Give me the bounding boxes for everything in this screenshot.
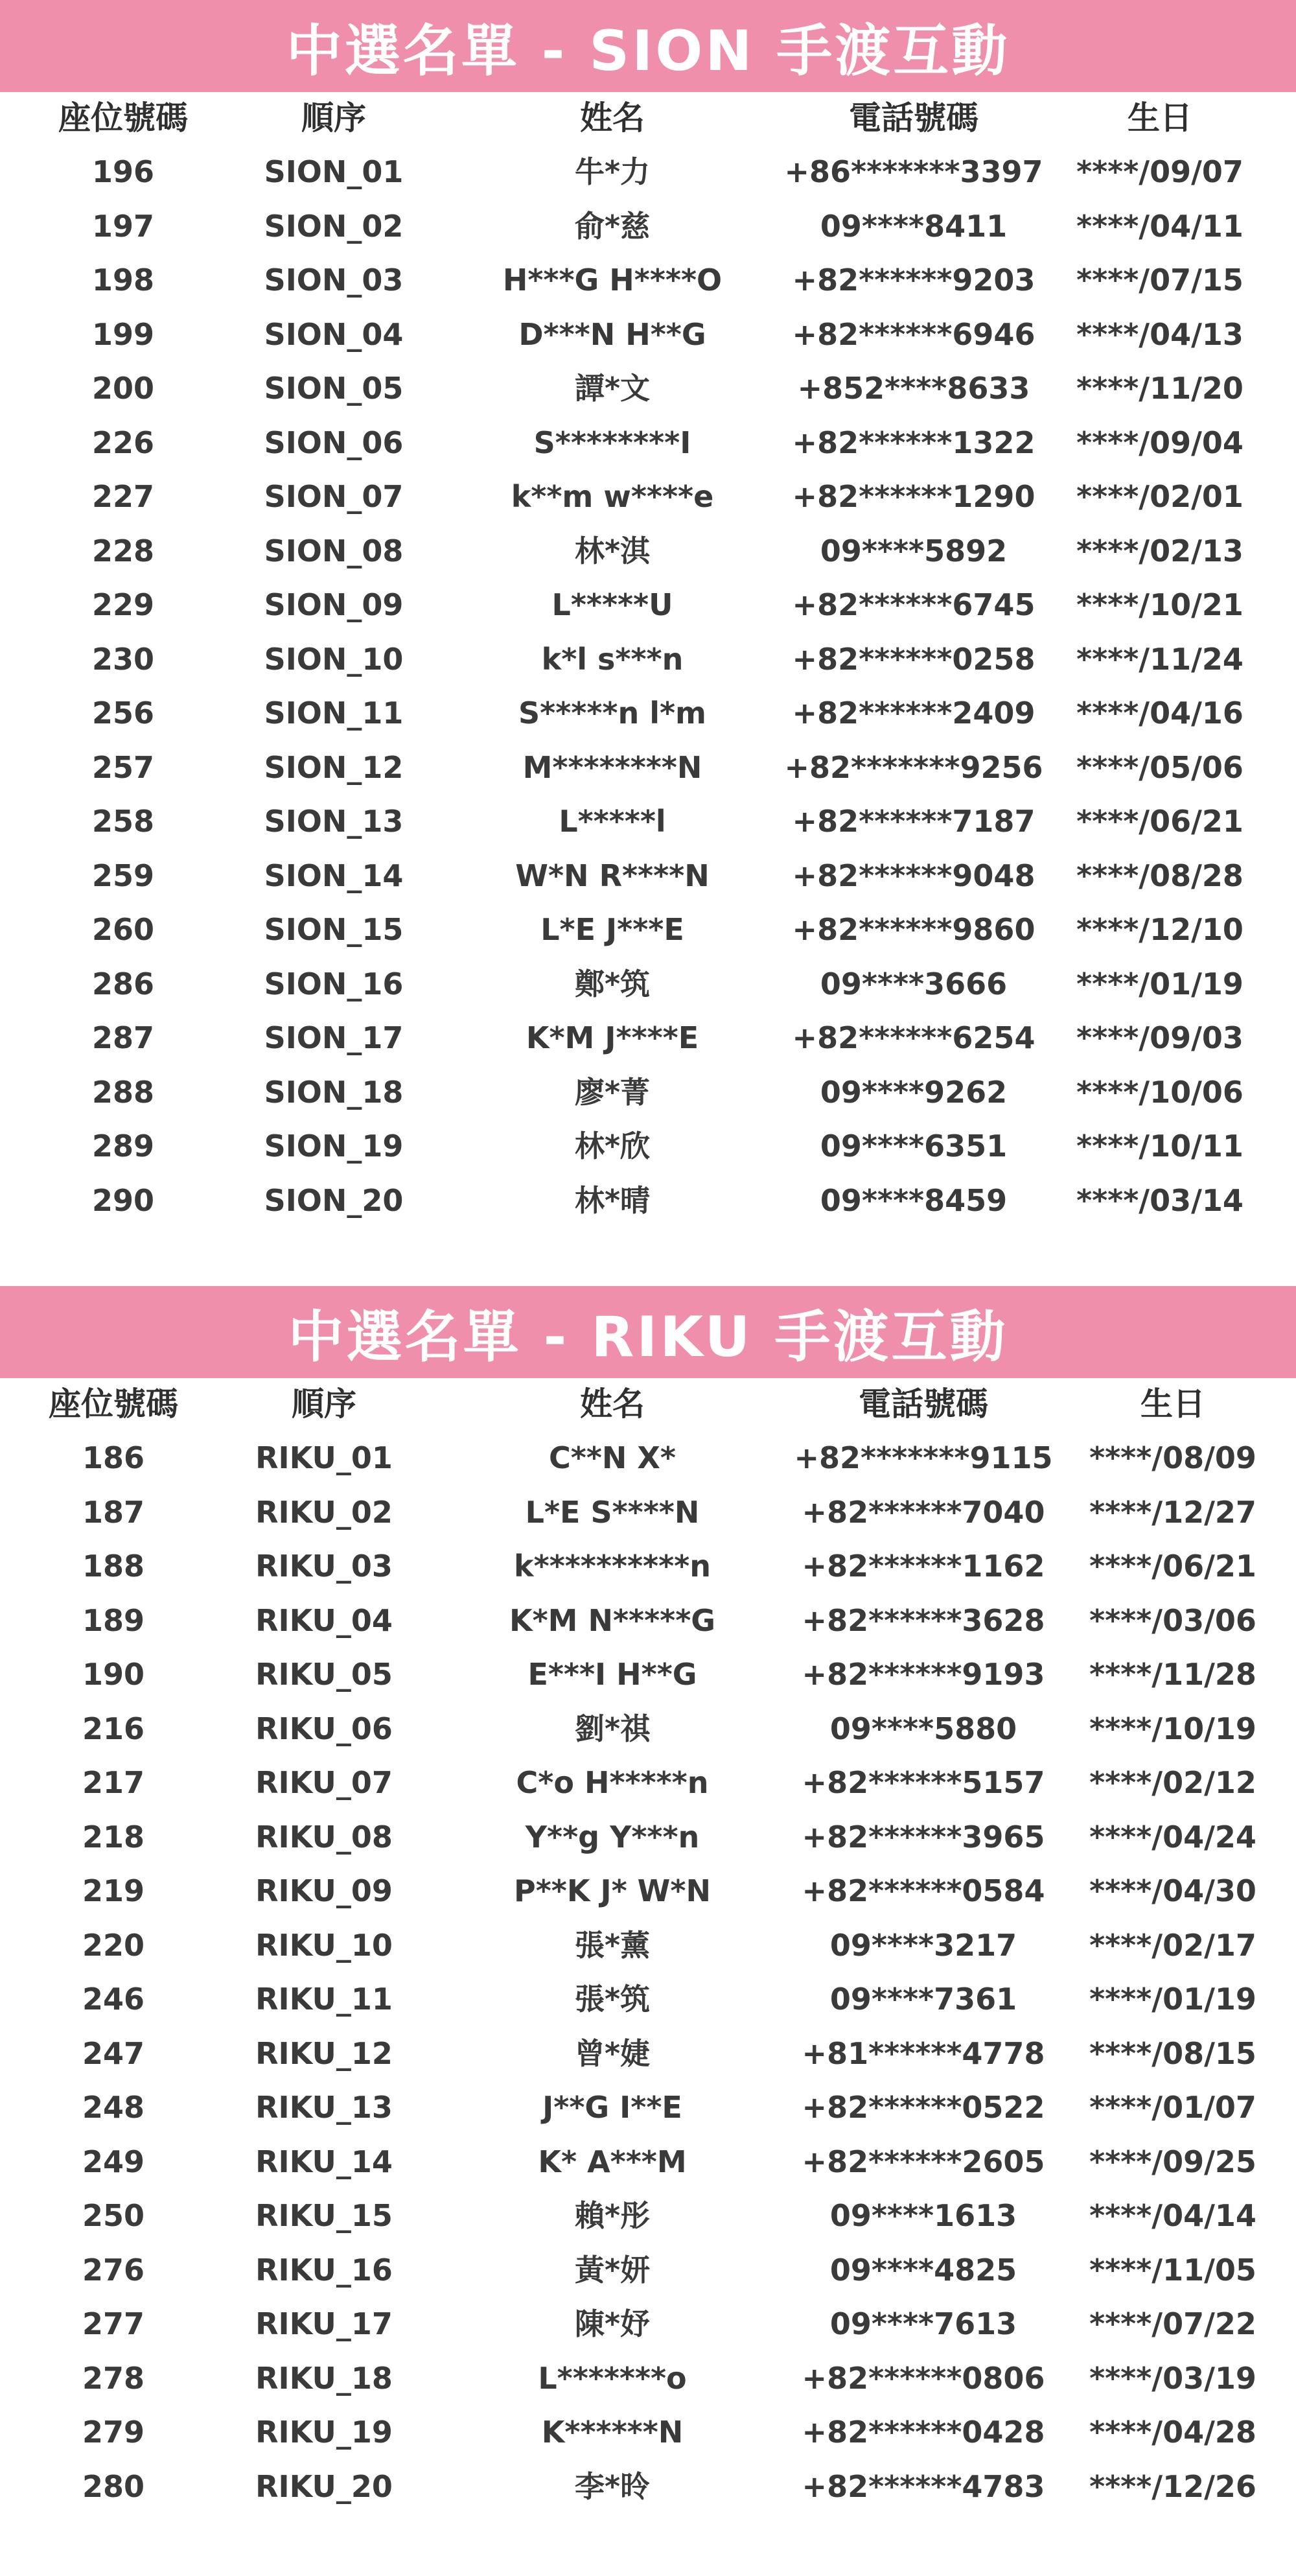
- cell-phone: +82******9203: [792, 263, 1036, 298]
- table-row: [0, 2351, 1296, 2406]
- table-row: [0, 1918, 1296, 1973]
- cell-name: E***I H**G: [527, 1657, 697, 1692]
- cell-birthday: ****/02/13: [1076, 533, 1244, 568]
- cell-order: SION_08: [264, 533, 404, 568]
- cell-order: SION_13: [264, 804, 404, 839]
- cell-phone: 09****5880: [829, 1711, 1017, 1746]
- table-row: [0, 469, 1296, 524]
- cell-phone: +82******9860: [792, 912, 1036, 947]
- header-order: 順序: [301, 99, 366, 137]
- cell-phone: +82******7040: [802, 1494, 1045, 1530]
- cell-birthday: ****/04/30: [1089, 1873, 1256, 1908]
- cell-order: RIKU_15: [255, 2198, 393, 2233]
- cell-order: RIKU_12: [255, 2035, 393, 2071]
- header-birthday: 生日: [1140, 1385, 1205, 1423]
- cell-order: RIKU_03: [255, 1549, 393, 1584]
- table-row: [0, 740, 1296, 795]
- cell-birthday: ****/03/14: [1076, 1182, 1244, 1218]
- cell-birthday: ****/04/14: [1089, 2198, 1256, 2233]
- cell-name: 鄭*筑: [574, 966, 651, 1001]
- cell-order: SION_06: [264, 425, 404, 460]
- cell-order: SION_02: [264, 208, 404, 244]
- cell-seat-number: 286: [91, 966, 155, 1001]
- table-row: [0, 902, 1296, 957]
- cell-name: 黃*妍: [574, 2252, 651, 2288]
- cell-phone: +82******2605: [802, 2144, 1045, 2179]
- cell-order: RIKU_17: [255, 2306, 393, 2341]
- cell-birthday: ****/12/27: [1089, 1494, 1256, 1530]
- cell-order: RIKU_11: [255, 1982, 393, 2017]
- header-birthday: 生日: [1128, 99, 1192, 137]
- cell-name: K*M N*****G: [509, 1602, 716, 1638]
- cell-order: SION_20: [264, 1182, 404, 1218]
- table-row: [0, 957, 1296, 1011]
- cell-phone: +82******7187: [792, 804, 1036, 839]
- table-row: [0, 2459, 1296, 2514]
- cell-phone: +82******5157: [802, 1765, 1045, 1800]
- header-name: 姓名: [580, 1385, 645, 1423]
- cell-phone: +82******6254: [792, 1020, 1036, 1055]
- cell-phone: +82******2409: [792, 696, 1036, 731]
- cell-seat-number: 216: [82, 1711, 145, 1746]
- cell-name: 牛*力: [574, 154, 651, 189]
- cell-birthday: ****/11/24: [1076, 641, 1244, 677]
- cell-birthday: ****/11/28: [1089, 1657, 1256, 1692]
- cell-seat-number: 230: [91, 641, 155, 677]
- cell-seat-number: 287: [91, 1020, 155, 1055]
- cell-phone: +82******6745: [792, 587, 1036, 622]
- cell-birthday: ****/04/16: [1076, 696, 1244, 731]
- table-row: [0, 1119, 1296, 1173]
- cell-order: RIKU_10: [255, 1927, 393, 1963]
- cell-name: Y**g Y***n: [525, 1819, 700, 1855]
- cell-birthday: ****/07/22: [1089, 2306, 1256, 2341]
- cell-seat-number: 279: [82, 2415, 145, 2450]
- cell-order: SION_11: [264, 696, 404, 731]
- cell-order: RIKU_08: [255, 1819, 393, 1855]
- cell-phone: +82*******9115: [794, 1440, 1053, 1475]
- cell-name: 張*薰: [574, 1927, 651, 1963]
- header-order: 順序: [292, 1385, 356, 1423]
- table-row: [0, 1485, 1296, 1540]
- cell-birthday: ****/03/06: [1089, 1602, 1256, 1638]
- cell-seat-number: 218: [82, 1819, 145, 1855]
- table-row: [0, 1431, 1296, 1485]
- cell-seat-number: 226: [91, 425, 155, 460]
- table-header-row: [0, 91, 1296, 145]
- header-seat-number: 座位號碼: [49, 1385, 178, 1423]
- cell-name: 李*昤: [574, 2468, 651, 2504]
- cell-phone: 09****6351: [820, 1129, 1008, 1164]
- cell-phone: 09****4825: [829, 2252, 1017, 2288]
- cell-order: SION_04: [264, 316, 404, 352]
- cell-name: k*l s***n: [541, 641, 684, 677]
- table-row: [0, 1065, 1296, 1119]
- table-row: [0, 253, 1296, 307]
- cell-name: 俞*慈: [574, 208, 651, 244]
- cell-name: D***N H**G: [518, 316, 706, 352]
- cell-name: M********N: [522, 749, 702, 785]
- cell-order: RIKU_04: [255, 1602, 393, 1638]
- cell-order: RIKU_09: [255, 1873, 393, 1908]
- cell-seat-number: 189: [82, 1602, 145, 1638]
- table-row: [0, 1593, 1296, 1648]
- cell-seat-number: 219: [82, 1873, 145, 1908]
- cell-name: 廖*菁: [574, 1074, 651, 1110]
- cell-birthday: ****/03/19: [1089, 2360, 1256, 2396]
- cell-seat-number: 256: [91, 696, 155, 731]
- cell-phone: 09****1613: [829, 2198, 1017, 2233]
- cell-seat-number: 228: [91, 533, 155, 568]
- cell-seat-number: 290: [91, 1182, 155, 1218]
- table-row: [0, 1755, 1296, 1810]
- table-row: [0, 2080, 1296, 2135]
- cell-phone: 09****7613: [829, 2306, 1017, 2341]
- cell-order: RIKU_01: [255, 1440, 393, 1475]
- cell-birthday: ****/10/11: [1076, 1129, 1244, 1164]
- cell-phone: +82******3965: [802, 1819, 1045, 1855]
- cell-order: SION_18: [264, 1074, 404, 1110]
- cell-seat-number: 257: [91, 749, 155, 785]
- cell-seat-number: 197: [91, 208, 155, 244]
- cell-seat-number: 190: [82, 1657, 145, 1692]
- cell-phone: +82******9193: [802, 1657, 1045, 1692]
- cell-birthday: ****/04/13: [1076, 316, 1244, 352]
- table-row: [0, 2135, 1296, 2189]
- cell-name: L*E S****N: [525, 1494, 700, 1530]
- cell-order: SION_01: [264, 154, 404, 189]
- table-row: [0, 794, 1296, 849]
- cell-order: RIKU_06: [255, 1711, 393, 1746]
- cell-name: 譚*文: [574, 371, 651, 406]
- cell-order: SION_12: [264, 749, 404, 785]
- cell-birthday: ****/12/10: [1076, 912, 1244, 947]
- cell-birthday: ****/10/21: [1076, 587, 1244, 622]
- cell-name: k**********n: [514, 1549, 711, 1584]
- table-row: [0, 2243, 1296, 2297]
- table-row: [0, 145, 1296, 199]
- cell-order: SION_17: [264, 1020, 404, 1055]
- cell-birthday: ****/01/19: [1076, 966, 1244, 1001]
- cell-order: RIKU_05: [255, 1657, 393, 1692]
- cell-seat-number: 220: [82, 1927, 145, 1963]
- cell-name: 林*晴: [574, 1182, 651, 1218]
- cell-seat-number: 247: [82, 2035, 145, 2071]
- cell-phone: +82*******9256: [784, 749, 1043, 785]
- cell-birthday: ****/11/05: [1089, 2252, 1256, 2288]
- cell-birthday: ****/01/19: [1089, 1982, 1256, 2017]
- cell-name: K******N: [541, 2415, 684, 2450]
- table-row: [0, 1702, 1296, 1756]
- cell-order: SION_07: [264, 479, 404, 514]
- cell-phone: +82******0428: [802, 2415, 1045, 2450]
- cell-name: K*M J****E: [526, 1020, 699, 1055]
- cell-birthday: ****/02/01: [1076, 479, 1244, 514]
- cell-name: 張*筑: [574, 1982, 651, 2017]
- cell-phone: +82******6946: [792, 316, 1036, 352]
- cell-phone: 09****3217: [829, 1927, 1017, 1963]
- cell-birthday: ****/12/26: [1089, 2468, 1256, 2504]
- cell-seat-number: 187: [82, 1494, 145, 1530]
- cell-name: L*****l: [559, 804, 666, 839]
- cell-phone: +82******0258: [792, 641, 1036, 677]
- cell-seat-number: 199: [91, 316, 155, 352]
- cell-name: k**m w****e: [511, 479, 714, 514]
- table-row: [0, 2188, 1296, 2243]
- cell-seat-number: 278: [82, 2360, 145, 2396]
- cell-order: SION_19: [264, 1129, 404, 1164]
- cell-seat-number: 250: [82, 2198, 145, 2233]
- cell-seat-number: 227: [91, 479, 155, 514]
- cell-name: K* A***M: [538, 2144, 687, 2179]
- table-row: [0, 1539, 1296, 1593]
- cell-phone: +82******4783: [802, 2468, 1045, 2504]
- table-row: [0, 1864, 1296, 1918]
- header-phone: 電話號碼: [859, 1385, 988, 1423]
- cell-phone: +82******1290: [792, 479, 1036, 514]
- cell-name: P**K J* W*N: [514, 1873, 711, 1908]
- cell-order: RIKU_02: [255, 1494, 393, 1530]
- table-row: [0, 1011, 1296, 1065]
- cell-birthday: ****/10/19: [1089, 1711, 1256, 1746]
- cell-phone: +82******9048: [792, 858, 1036, 893]
- table-row: [0, 361, 1296, 416]
- cell-seat-number: 289: [91, 1129, 155, 1164]
- cell-birthday: ****/06/21: [1089, 1549, 1256, 1584]
- table-row: [0, 578, 1296, 632]
- cell-name: J**G I**E: [542, 2090, 682, 2125]
- table-header-row: [0, 1377, 1296, 1431]
- header-seat-number: 座位號碼: [58, 99, 188, 137]
- cell-seat-number: 260: [91, 912, 155, 947]
- cell-seat-number: 249: [82, 2144, 145, 2179]
- table-row: [0, 2297, 1296, 2351]
- cell-birthday: ****/04/11: [1076, 208, 1244, 244]
- cell-seat-number: 280: [82, 2468, 145, 2504]
- cell-name: W*N R****N: [515, 858, 710, 893]
- cell-name: L*******o: [538, 2360, 687, 2396]
- cell-phone: 09****8459: [820, 1182, 1008, 1218]
- cell-birthday: ****/02/12: [1089, 1765, 1256, 1800]
- cell-seat-number: 188: [82, 1549, 145, 1584]
- cell-name: 劉*祺: [574, 1711, 651, 1746]
- cell-order: SION_14: [264, 858, 404, 893]
- cell-name: H***G H****O: [502, 263, 723, 298]
- cell-order: SION_09: [264, 587, 404, 622]
- cell-birthday: ****/05/06: [1076, 749, 1244, 785]
- cell-birthday: ****/09/04: [1076, 425, 1244, 460]
- header-name: 姓名: [580, 99, 645, 137]
- header-phone: 電話號碼: [849, 99, 978, 137]
- cell-seat-number: 248: [82, 2090, 145, 2125]
- cell-order: RIKU_16: [255, 2252, 393, 2288]
- cell-name: S*****n l*m: [518, 696, 706, 731]
- cell-birthday: ****/02/17: [1089, 1927, 1256, 1963]
- cell-phone: 09****7361: [829, 1982, 1017, 2017]
- cell-order: SION_15: [264, 912, 404, 947]
- cell-birthday: ****/04/24: [1089, 1819, 1256, 1855]
- table-row: [0, 2026, 1296, 2081]
- table-row: [0, 686, 1296, 740]
- table-row: [0, 307, 1296, 362]
- cell-phone: +82******0522: [802, 2090, 1045, 2125]
- cell-phone: 09****8411: [820, 208, 1008, 244]
- cell-seat-number: 259: [91, 858, 155, 893]
- cell-phone: +81******4778: [802, 2035, 1045, 2071]
- cell-name: 林*淇: [574, 533, 651, 568]
- cell-seat-number: 258: [91, 804, 155, 839]
- sion-banner-title: 中選名單 - SION 手渡互動: [0, 0, 1296, 92]
- cell-seat-number: 246: [82, 1982, 145, 2017]
- table-row: [0, 632, 1296, 686]
- riku-banner-title: 中選名單 - RIKU 手渡互動: [0, 1286, 1296, 1378]
- cell-order: SION_10: [264, 641, 404, 677]
- cell-name: C*o H*****n: [516, 1765, 709, 1800]
- cell-birthday: ****/04/28: [1089, 2415, 1256, 2450]
- riku-winner-list: [0, 1286, 1296, 2504]
- cell-seat-number: 186: [82, 1440, 145, 1475]
- cell-name: S********I: [533, 425, 691, 460]
- cell-phone: 09****9262: [820, 1074, 1008, 1110]
- cell-seat-number: 229: [91, 587, 155, 622]
- cell-name: L*****U: [551, 587, 673, 622]
- sion-winner-list: [0, 0, 1296, 1218]
- cell-order: RIKU_20: [255, 2468, 393, 2504]
- cell-phone: 09****3666: [820, 966, 1008, 1001]
- cell-birthday: ****/09/07: [1076, 154, 1244, 189]
- cell-phone: +82******1322: [792, 425, 1036, 460]
- cell-seat-number: 198: [91, 263, 155, 298]
- cell-order: RIKU_14: [255, 2144, 393, 2179]
- cell-birthday: ****/08/15: [1089, 2035, 1256, 2071]
- cell-name: 陳*妤: [574, 2306, 651, 2341]
- table-row: [0, 199, 1296, 253]
- table-row: [0, 524, 1296, 578]
- cell-seat-number: 276: [82, 2252, 145, 2288]
- table-row: [0, 1810, 1296, 1864]
- cell-name: L*E J***E: [540, 912, 684, 947]
- cell-birthday: ****/08/28: [1076, 858, 1244, 893]
- table-row: [0, 1647, 1296, 1702]
- table-row: [0, 2405, 1296, 2459]
- cell-seat-number: 288: [91, 1074, 155, 1110]
- cell-order: SION_05: [264, 371, 404, 406]
- cell-birthday: ****/10/06: [1076, 1074, 1244, 1110]
- cell-order: RIKU_18: [255, 2360, 393, 2396]
- cell-order: SION_03: [264, 263, 404, 298]
- cell-phone: +82******3628: [802, 1602, 1045, 1638]
- cell-name: C**N X*: [549, 1440, 676, 1475]
- cell-birthday: ****/11/20: [1076, 371, 1244, 406]
- cell-birthday: ****/01/07: [1089, 2090, 1256, 2125]
- table-row: [0, 849, 1296, 903]
- cell-seat-number: 200: [91, 371, 155, 406]
- cell-phone: +82******0806: [802, 2360, 1045, 2396]
- table-row: [0, 1972, 1296, 2026]
- cell-order: RIKU_19: [255, 2415, 393, 2450]
- cell-phone: +82******0584: [802, 1873, 1045, 1908]
- cell-phone: 09****5892: [820, 533, 1008, 568]
- cell-name: 曾*婕: [574, 2035, 651, 2071]
- cell-seat-number: 277: [82, 2306, 145, 2341]
- table-row: [0, 1173, 1296, 1228]
- cell-phone: +82******1162: [802, 1549, 1045, 1584]
- cell-seat-number: 217: [82, 1765, 145, 1800]
- cell-birthday: ****/06/21: [1076, 804, 1244, 839]
- cell-name: 林*欣: [574, 1129, 651, 1164]
- cell-order: SION_16: [264, 966, 404, 1001]
- cell-birthday: ****/09/25: [1089, 2144, 1256, 2179]
- cell-phone: +852****8633: [797, 371, 1030, 406]
- cell-birthday: ****/08/09: [1089, 1440, 1256, 1475]
- cell-phone: +86*******3397: [784, 154, 1043, 189]
- cell-order: RIKU_13: [255, 2090, 393, 2125]
- cell-name: 賴*彤: [574, 2198, 651, 2233]
- cell-birthday: ****/09/03: [1076, 1020, 1244, 1055]
- table-row: [0, 416, 1296, 470]
- cell-order: RIKU_07: [255, 1765, 393, 1800]
- cell-birthday: ****/07/15: [1076, 263, 1244, 298]
- cell-seat-number: 196: [91, 154, 155, 189]
